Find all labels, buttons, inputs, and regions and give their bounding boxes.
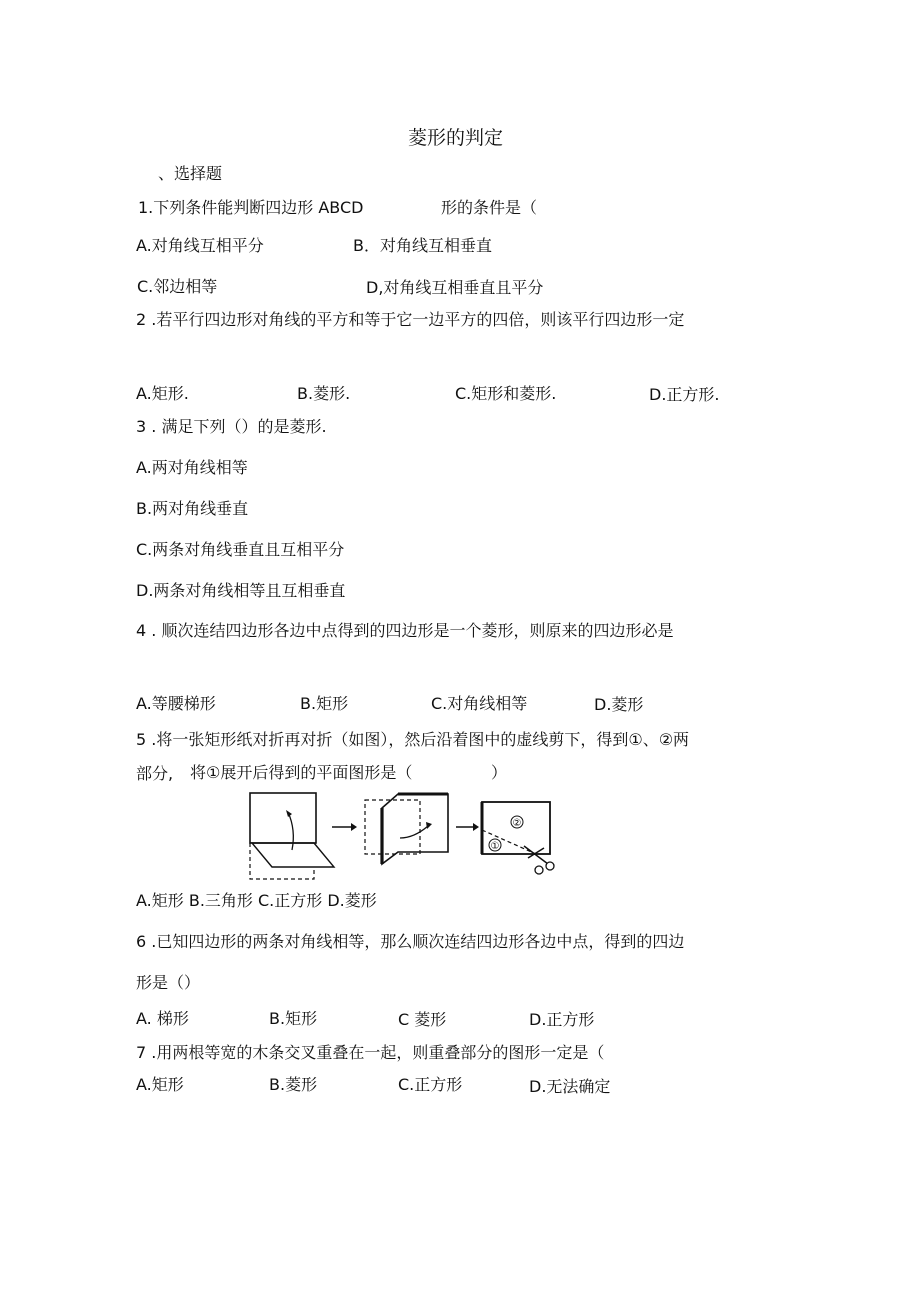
q3-option-b: B.两对角线垂直 bbox=[136, 499, 249, 518]
q4-option-b: B.矩形 bbox=[300, 694, 349, 713]
q1-stem-a: 1.下列条件能判断四边形 ABCD bbox=[138, 198, 364, 217]
q6-stem-line1: 6 .已知四边形的两条对角线相等，那么顺次连结四边形各边中点，得到的四边 bbox=[136, 932, 685, 951]
q3-stem: 3 . 满足下列（）的是菱形. bbox=[136, 417, 327, 436]
folding-figure bbox=[248, 790, 558, 885]
q7-option-a: A.矩形 bbox=[136, 1075, 184, 1094]
q3-option-c: C.两条对角线垂直且互相平分 bbox=[136, 540, 345, 559]
q5-options: A.矩形 B.三角形 C.正方形 D.菱形 bbox=[136, 891, 377, 910]
q3-option-d: D.两条对角线相等且互相垂直 bbox=[136, 581, 346, 600]
q2-option-a: A.矩形. bbox=[136, 384, 189, 403]
q2-option-d: D.正方形. bbox=[649, 385, 720, 404]
q4-stem: 4 . 顺次连结四边形各边中点得到的四边形是一个菱形，则原来的四边形必是 bbox=[136, 621, 674, 640]
fold-step-2 bbox=[365, 794, 448, 864]
q2-option-b: B.菱形. bbox=[297, 384, 351, 403]
q7-stem: 7 .用两根等宽的木条交叉重叠在一起，则重叠部分的图形一定是（ bbox=[136, 1043, 605, 1062]
figure-label-1: ① bbox=[490, 841, 500, 852]
fold-step-1 bbox=[250, 793, 334, 879]
q5-stem-line2a: 部分, bbox=[136, 764, 174, 783]
q6-option-b: B.矩形 bbox=[269, 1009, 318, 1028]
q7-option-c: C.正方形 bbox=[398, 1075, 463, 1094]
q1-option-a: A.对角线互相平分 bbox=[136, 236, 264, 255]
q1-option-c: C.邻边相等 bbox=[137, 277, 218, 296]
q6-option-a: A. 梯形 bbox=[136, 1009, 189, 1028]
q4-option-d: D.菱形 bbox=[594, 695, 644, 714]
q1-option-d: D,对角线互相垂直且平分 bbox=[366, 278, 544, 297]
q2-stem: 2 .若平行四边形对角线的平方和等于它一边平方的四倍，则该平行四边形一定 bbox=[136, 310, 685, 329]
q5-stem-line2c: ） bbox=[491, 763, 508, 782]
arrow-1-icon bbox=[332, 823, 357, 831]
q5-stem-line2b: 将①展开后得到的平面图形是（ bbox=[190, 763, 413, 782]
q4-option-a: A.等腰梯形 bbox=[136, 694, 216, 713]
q7-option-d: D.无法确定 bbox=[529, 1077, 611, 1096]
q7-option-b: B.菱形 bbox=[269, 1075, 318, 1094]
q6-stem-line2: 形是（） bbox=[136, 973, 201, 992]
q1-option-b: B．对角线互相垂直 bbox=[353, 236, 492, 255]
section-heading: 、选择题 bbox=[158, 164, 223, 183]
q6-option-d: D.正方形 bbox=[529, 1010, 595, 1029]
q4-option-c: C.对角线相等 bbox=[431, 694, 528, 713]
q1-stem-b: 形的条件是（ bbox=[441, 198, 538, 217]
figure-label-2: ② bbox=[512, 818, 522, 829]
q6-option-c: C 菱形 bbox=[398, 1010, 447, 1029]
q2-option-c: C.矩形和菱形. bbox=[455, 384, 557, 403]
page-title: 菱形的判定 bbox=[408, 127, 504, 149]
fold-step-3 bbox=[482, 802, 550, 854]
q5-stem-line1: 5 .将一张矩形纸对折再对折（如图），然后沿着图中的虚线剪下，得到①、②两 bbox=[136, 730, 690, 749]
arrow-2-icon bbox=[456, 823, 479, 831]
q3-option-a: A.两对角线相等 bbox=[136, 458, 248, 477]
